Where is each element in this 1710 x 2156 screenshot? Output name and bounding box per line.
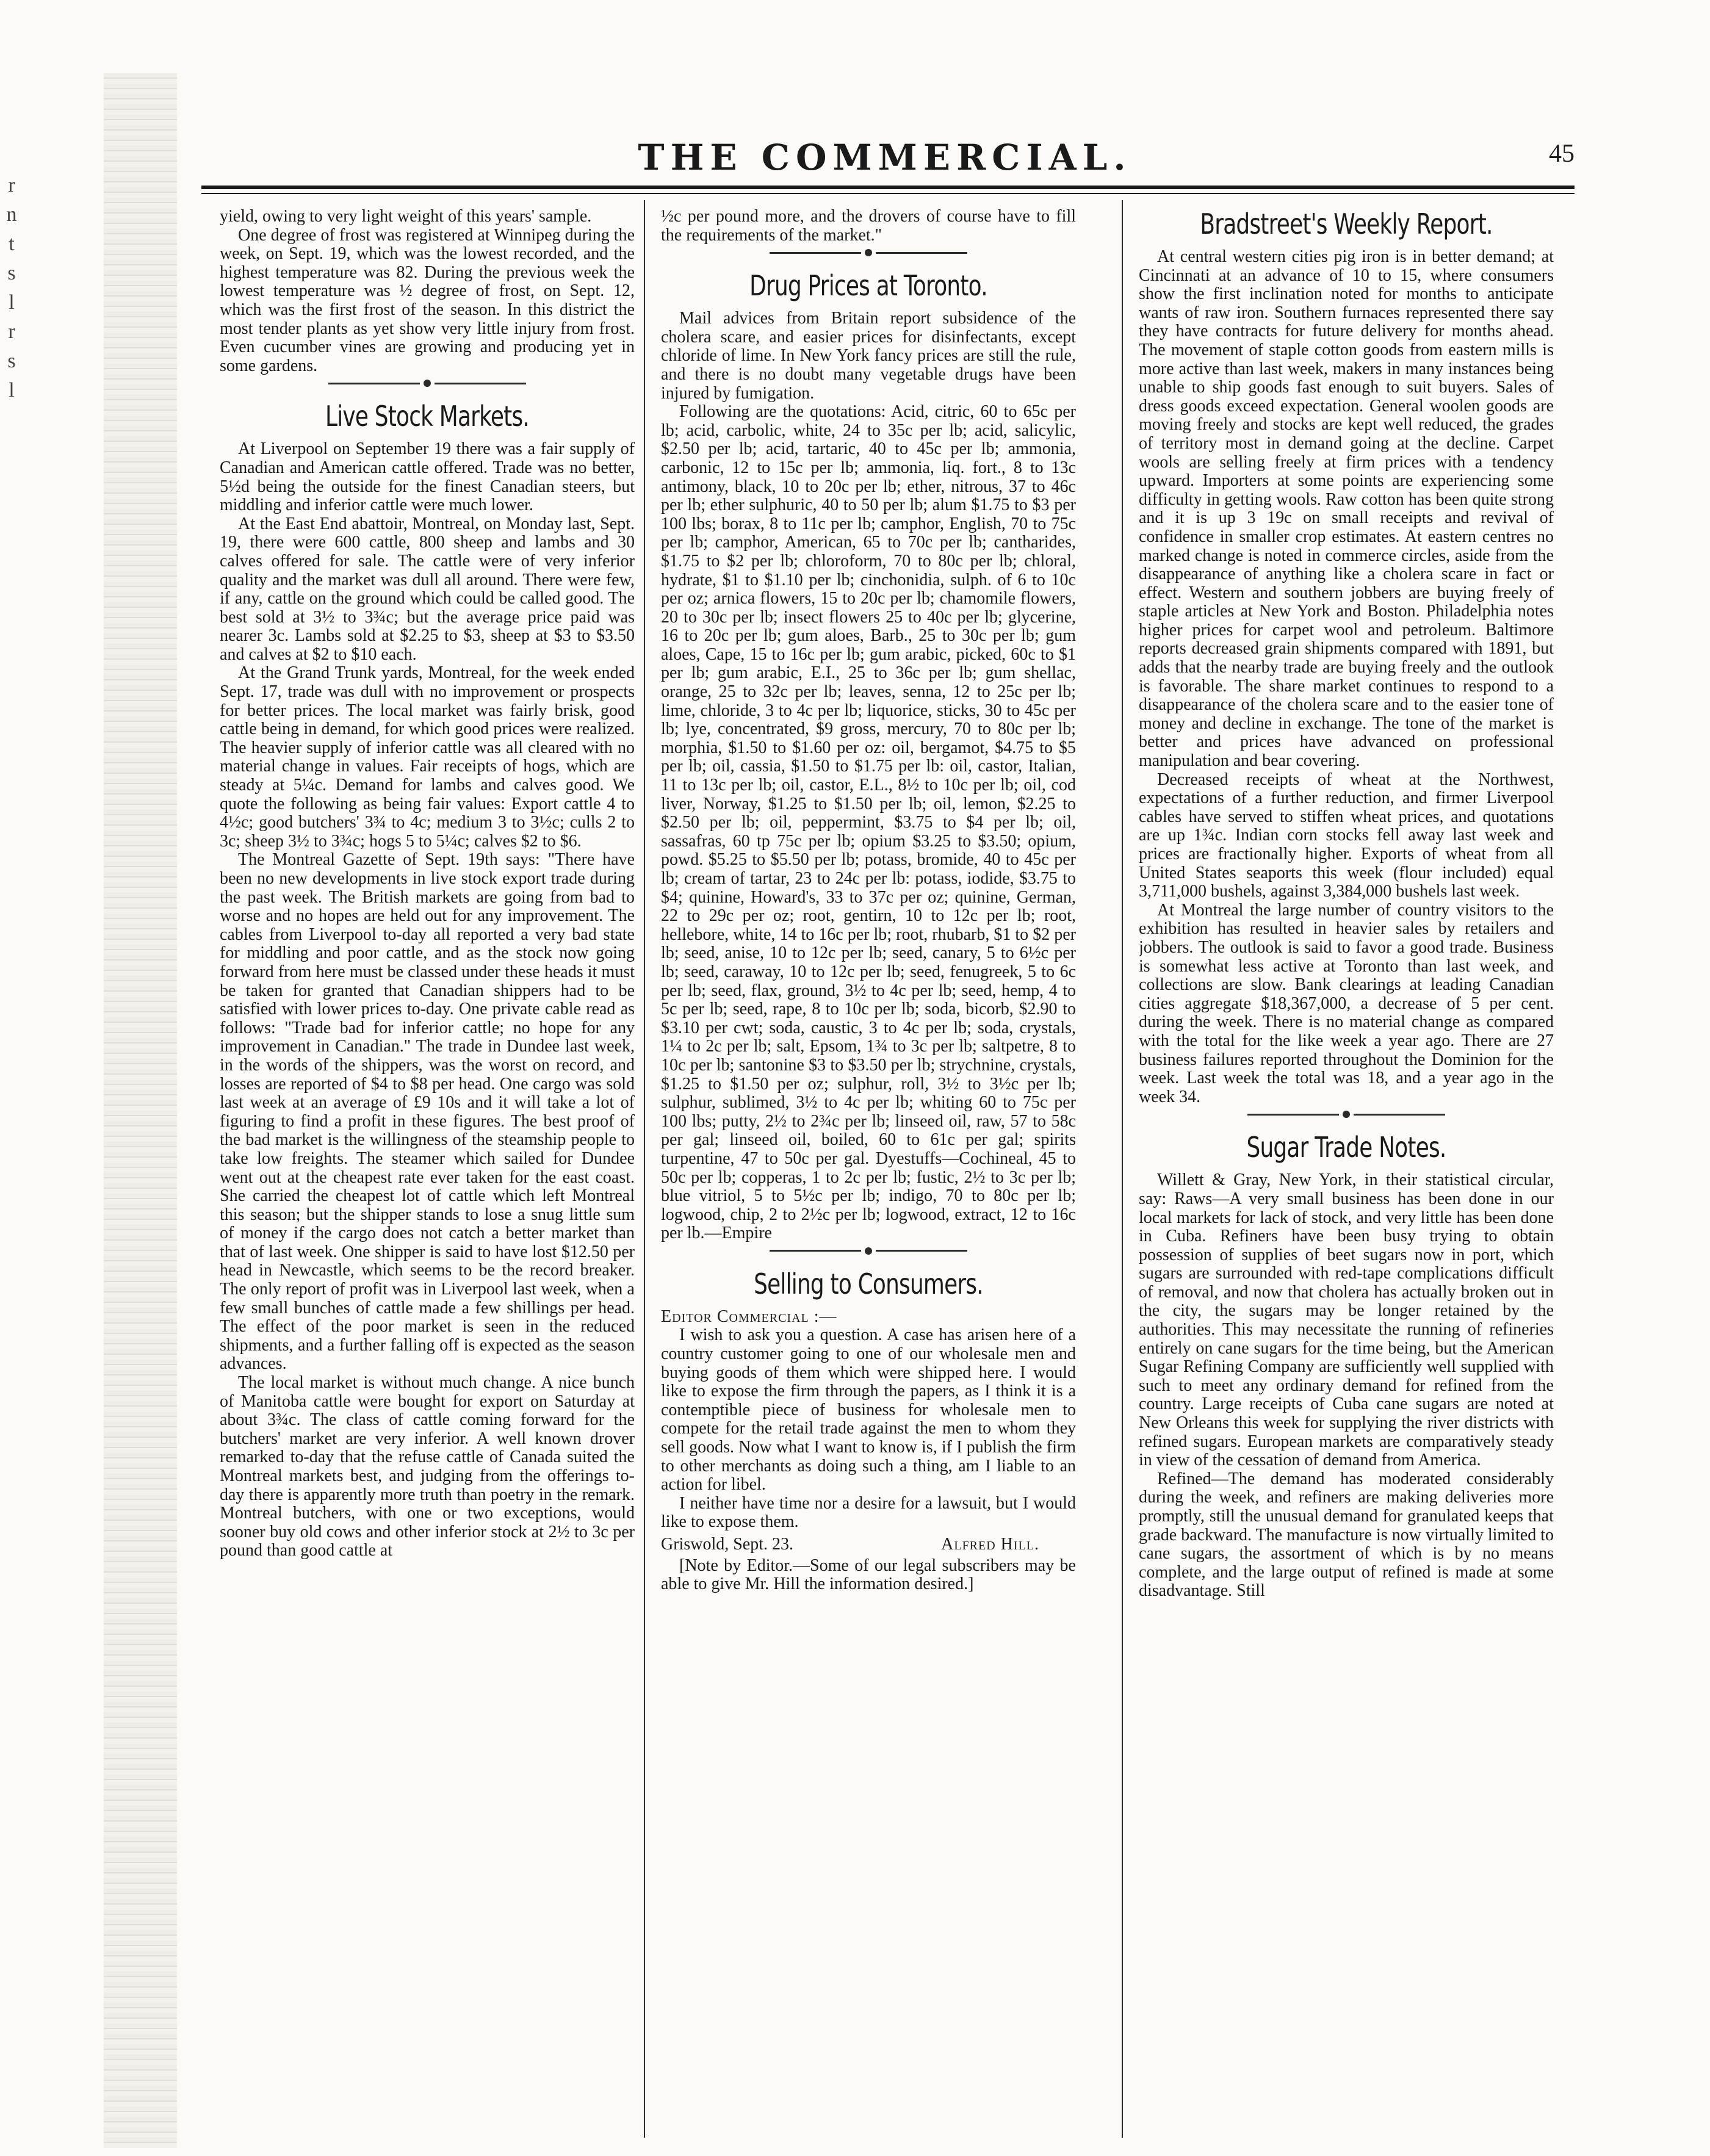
- masthead-title: THE COMMERCIAL.: [638, 137, 1132, 178]
- article-paragraph: At the East End abattoir, Montreal, on Monday last, Sept. 19, there were 600 cattle, 800 sheep and lambs and 30 calves offered for sale. The cattle were of very inferior quality and the market was dull all around. There were few, if any, cattle on the ground which could be called good. The best sold at 3½ to 3¾c; but the average price paid was nearer 3c. Lambs sold at $2.25 to $3, sheep at $3 to $3.50 and calves at $2 to $10 each.: [220, 514, 635, 664]
- margin-mark: s: [7, 350, 16, 372]
- letter-signature-line: [661, 1532, 1076, 1557]
- article-paragraph: I wish to ask you a question. A case has arisen here of a country customer going to one of our wholesale men and buying goods of them which were shipped here. I would like to expose the firm through the papers, as I think it is a contemptible piece of business for wholesale men to compete for the retail trade against the men to whom they sell goods. Now what I want to know is, if I publish the firm to other merchants as doing such a thing, am I liable to an action for libel.: [661, 1325, 1076, 1494]
- bradstreet-heading: Bradstreet's Weekly Report.: [1200, 207, 1493, 240]
- letter-salutation: Editor Commercial :—: [661, 1307, 837, 1326]
- article-paragraph: At Liverpool on September 19 there was a fair supply of Canadian and American cattle offered. Trade was no better, 5½d being the outside for the finest Canadian steers, but middling and inferior cattle were much lower.: [220, 439, 635, 515]
- column-1: [220, 207, 635, 2145]
- article-paragraph: The Montreal Gazette of Sept. 19th says: "There have been no new developments in live stock export trade during the past week. The British markets are going from bad to worse and no hopes are held out for any improvement. The cables from Liverpool to-day all reported a very bad state for middling and poor cattle, and as the stock now going forward from here must be classed under these heads it must be taken for granted that Canadian shippers had to be satisfied with lower prices to-day. One private cable read as follows: "Trade bad for inferior cattle; no hope for any improvement in Canadian." The trade in Dundee last week, in the words of the shippers, was the worst on record, and losses are reported of $4 to $8 per head. One cargo was sold last week at an average of £9 10s and it will take a lot of figuring to find a profit in these figures. The best proof of the bad market is the willingness of the steamship people to take low freights. The steamer which sailed for Dundee went out at the cheapest rate ever taken for the east coast. She carried the cheapest lot of cattle which left Montreal this season; but the shipper stands to lose a snug little sum of money if the cargo does not catch a better market than that of last week. One shipper is said to have lost $12.50 per head in Newcastle, which seems to be the record breaker. The only report of profit was in Liverpool last week, when a few small bunches of cattle made a few shillings per head. The effect of the poor market is seen in the reduced shipments, and a further falling off is expected as the season advances.: [220, 850, 635, 1374]
- section-divider: [661, 245, 1076, 261]
- binding-shadow: [104, 73, 177, 2148]
- margin-mark: s: [7, 262, 16, 284]
- article-paragraph: Decreased receipts of wheat at the Northwest, expectations of a further reduction, and firmer Liverpool cables have served to stiffen wheat prices, and quotations are up 1¾c. Indian corn stocks fell away last week and prices are fractionally higher. Exports of wheat from all United States seaports this week (flour included) equal 3,711,000 bushels, against 3,384,000 bushels last week.: [1139, 770, 1554, 901]
- margin-mark: t: [9, 233, 15, 255]
- margin-mark: r: [8, 320, 15, 343]
- header-rule-thick: [201, 186, 1575, 189]
- sugar-heading: Sugar Trade Notes.: [1246, 1131, 1446, 1164]
- section-divider: [1139, 1106, 1554, 1122]
- article-paragraph: Refined—The demand has moderated considerably during the week, and refiners are making deliveries more promptly, still the unusual demand for granulated keeps that grade backward. The manufacture is now virtually limited to cane sugars, the assortment of which is by no means complete, and the large output of refined is made at some disadvantage. Still: [1139, 1469, 1554, 1601]
- article-paragraph: The local market is without much change. A nice bunch of Manitoba cattle were bought for export on Saturday at about 3¾c. The class of cattle coming forward for the butchers' market are very inferior. A well known drover remarked to-day that the refuse cattle of Canada suited the Montreal markets best, and judging from the offerings to-day there is apparently more truth than poetry in the remark. Montreal butchers, with one or two exceptions, would sooner buy old cows and other inferior stock at 2½ to 3c per pound than good cattle at: [220, 1373, 635, 1560]
- article-paragraph: Following are the quotations: Acid, citric, 60 to 65c per lb; acid, carbolic, white, 24 to 35c per lb; acid, salicylic, $2.50 per lb; acid, tartaric, 40 to 45c per lb; ammonia, carbonic, 12 to 15c per lb; ammonia, liq. fort., 8 to 13c antimony, black, 10 to 20c per lb; ether, nitrous, 37 to 46c per lb; ether sulphuric, 40 to 50 per lb; alum $1.75 to $3 per 100 lbs; borax, 8 to 11c per lb; camphor, English, 70 to 75c per lb; camphor, American, 65 to 70c per lb; cantharides, $1.75 to $2 per lb; chloroform, 70 to 80c per lb; chloral, hydrate, $1 to $1.10 per lb; cinchonidia, sulph. of 6 to 10c per oz; arnica flowers, 15 to 20c per lb; chamomile flowers, 20 to 30c per lb; insect flowers 25 to 40c per lb; glycerine, 16 to 20c per lb; gum aloes, Barb., 25 to 30c per lb; gum aloes, Cape, 15 to 16c per lb; gum arabic, picked, 60c to $1 per lb; gum arabic, E.I., 25 to 36c per lb; gum shellac, orange, 25 to 32c per lb; leaves, senna, 12 to 25c per lb; lime, chloride, 3 to 4c per lb; liquorice, sticks, 30 to 45c per lb; lye, concentrated, $9 gross, mercury, 70 to 80c per lb; morphia, $1.50 to $1.60 per oz: oil, bergamot, $4.75 to $5 per lb; oil, cassia, $1.50 to $1.75 per lb: oil, castor, Italian, 11 to 13c per lb; oil, castor, E.L., 8½ to 10c per lb; oil, cod liver, Norway, $1.25 to $1.50 per lb; oil, lemon, $2.25 to $2.50 per lb; oil, peppermint, $3.75 to $4 per lb; oil, sassafras, 60 tp 75c per lb; opium $3.25 to $3.50; opium, powd. $5.25 to $5.50 per lb; potass, bromide, 40 to 45c per lb; cream of tartar, 23 to 24c per lb: potass, iodide, $3.75 to $4; quinine, Howard's, 33 to 37c per oz; quinine, German, 22 to 29c per oz; root, gentirn, 10 to 12c per lb; root, hellebore, white, 14 to 16c per lb; root, rhubarb, $1 to $2 per lb; seed, anise, 10 to 12c per lb; seed, canary, 5 to 6½c per lb; seed, caraway, 10 to 12c per lb; seed, fenugreek, 5 to 6c per lb; seed, flax, ground, 3½ to 4c per lb; seed, hemp, 4 to 5c per lb; seed, rape, 8 to 10c per lb; soda, bicorb, $2.90 to $3.10 per cwt; soda, caustic, 3 to 4c per lb; soda, crystals, 1¼ to 2c per lb; salt, Epsom, 1¾ to 3c per lb; saltpetre, 8 to 10c per lb; santonine $3 to $3.50 per lb; strychnine, crystals, $1.25 to $1.50 per oz; sulphur, roll, 3½ to 3½c per lb; sulphur, sublimed, 3½ to 4c per lb; whiting 60 to 75c per 100 lbs; putty, 2½ to 2¾c per lb; linseed oil, raw, 57 to 58c per gal; linseed oil, boiled, 60 to 61c per gal; spirits turpentine, 47 to 50c per gal. Dyestuffs—Cochineal, 45 to 50c per lb; copperas, 1 to 2c per lb; fustic, 2½ to 3c per lb; blue vitriol, 5 to 5½c per lb; indigo, 70 to 80c per lb; logwood, chip, 2 to 2½c per lb; logwood, extract, 12 to 16c per lb.—Empire: [661, 402, 1076, 1243]
- selling-heading: Selling to Consumers.: [754, 1267, 983, 1300]
- margin-mark: l: [9, 379, 15, 402]
- section-divider: [220, 375, 635, 391]
- continued-paragraph: ½c per pound more, and the drovers of course have to fill the requirements of the market.": [661, 207, 1076, 245]
- article-paragraph: At the Grand Trunk yards, Montreal, for the week ended Sept. 17, trade was dull with no improvement or prospects for better prices. The local market was fairly brisk, good cattle being in demand, for which good prices were realized. The heavier supply of inferior cattle was all cleared with no material change in values. Fair receipts of hogs, which are steady at 5¼c. Demand for lambs and calves good. We quote the following as being fair values: Export cattle 4 to 4½c; good butchers' 3¾ to 4c; medium 3 to 3½c; culls 2 to 3c; sheep 3½ to 3¾c; hogs 5 to 5¼c; calves $2 to $6.: [220, 663, 635, 851]
- frost-paragraph: One degree of frost was registered at Winnipeg during the week, on Sept. 19, which was the lowest recorded, and the highest temperature was 82. During the previous week the lowest temperature was ½ degree of frost, on Sept. 12, which was the first frost of the season. In this district the most tender plants as yet show very little injury from frost. Even cucumber vines are growing and producing yet in some gardens.: [220, 225, 635, 375]
- continued-paragraph: yield, owing to very light weight of this years' sample.: [220, 207, 592, 226]
- margin-mark: r: [8, 174, 15, 196]
- column-rule: [644, 200, 645, 2138]
- section-divider: [661, 1243, 1076, 1259]
- column-rule: [1122, 200, 1123, 2138]
- column-3: [1139, 207, 1554, 2145]
- article-paragraph: At central western cities pig iron is in better demand; at Cincinnati at an advance of 10 to 15, where consumers show the first inclination noted for months to anticipate wants of raw iron. Southern furnaces represented there say they have contracts for future delivery for months ahead. The movement of staple cotton goods from eastern mills is more active than last week, makers in many instances being unable to ship goods fast enough to suit buyers. Sales of dress goods exceed expectation. General woolen goods are moving freely and stocks are kept well reduced, the grades of territory most in demand going at the decline. Carpet wools are selling freely at firm prices with a tendency upward. Importers at some points are experiencing some difficulty in getting wools. Raw cotton has been quite strong and it is up 3 19c on small receipts and revival of confidence in smaller crop estimates. At eastern centres no marked change is noted in commerce circles, aside from the disappearance of anything like a cholera scare in fact or effect. Western and southern jobbers are buying freely of staple articles at New York and Boston. Philadelphia notes higher prices for carpet wool and petroleum. Baltimore reports decreased grain shipments compared with 1891, but adds that the nearby trade are buying freely and the outlook is favorable. The share market continues to respond to a disappearance of the cholera scare and to the easier tone of money and decline in exchange. The tone of the market is better and prices have advanced on professional manipulation and bear covering.: [1139, 247, 1554, 771]
- live-stock-heading: Live Stock Markets.: [325, 400, 529, 433]
- column-2: [661, 207, 1076, 2145]
- margin-mark: n: [6, 203, 17, 226]
- article-paragraph: Mail advices from Britain report subsidence of the cholera scare, and easier prices for disinfectants, except chloride of lime. In New York fancy prices are still the rule, and there is no doubt many vegetable drugs have been injured by fumigation.: [661, 309, 1076, 403]
- letter-place-date: Griswold, Sept. 23.: [661, 1535, 793, 1554]
- article-paragraph: I neither have time nor a desire for a lawsuit, but I would like to expose them.: [661, 1493, 1076, 1532]
- margin-marks: [1, 171, 22, 405]
- drug-prices-heading: Drug Prices at Toronto.: [749, 269, 987, 303]
- article-paragraph: At Montreal the large number of country visitors to the exhibition has resulted in heavier sales by retailers and jobbers. The outlook is said to favor a good trade. Business is somewhat less active at Toronto than last week, and collections are slow. Bank clearings at leading Canadian cities aggregate $18,367,000, a decrease of 5 per cent. during the week. There is no material change as compared with the total for the like week a year ago. There are 27 business failures reported throughout the Dominion for the week. Last week the total was 18, and a year ago in the week 34.: [1139, 900, 1554, 1106]
- editor-note: [Note by Editor.—Some of our legal subscribers may be able to give Mr. Hill the information desired.]: [661, 1556, 1076, 1594]
- letter-signature: Alfred Hill.: [941, 1535, 1039, 1554]
- margin-mark: l: [9, 291, 15, 314]
- page-number: 45: [1549, 140, 1575, 168]
- article-paragraph: Willett & Gray, New York, in their statistical circular, say: Raws—A very small business has been done in our local markets for lack of stock, and very little has been done in Cuba. Refiners have been busy trying to obtain possession of supplies of beet sugars now in port, which sugars are surrounded with red-tape complications difficult of removal, and now that cholera has actually broken out in the city, the sugars may be longer retained by the authorities. This may necessitate the running of refineries entirely on cane sugars for the time being, but the American Sugar Refining Company are sufficiently well supplied with such to meet any ordinary demand for refined from the country. Large receipts of Cuba cane sugars are noted at New Orleans this week for supplying the river districts with refined sugars. European markets are comparatively steady in view of the cessation of demand from America.: [1139, 1170, 1554, 1470]
- header-rule-thin: [201, 193, 1575, 194]
